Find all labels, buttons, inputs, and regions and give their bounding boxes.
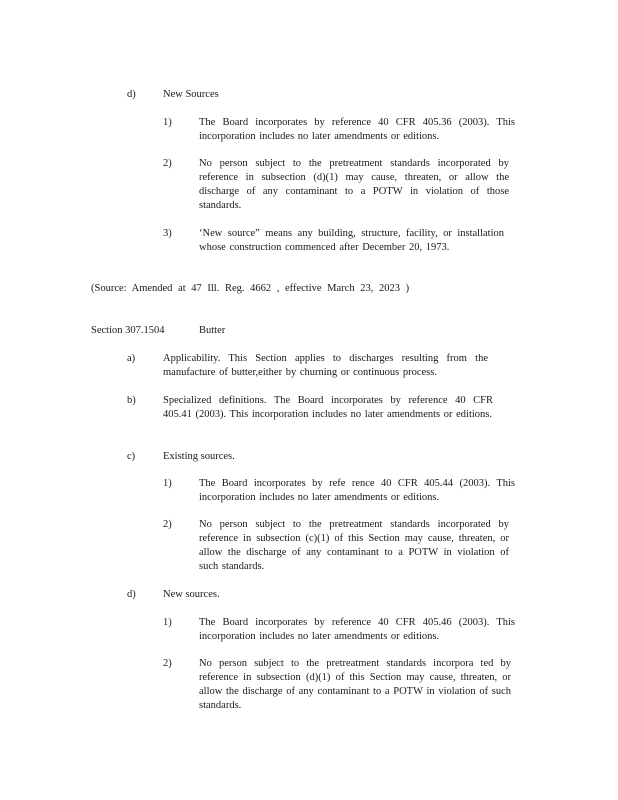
subsection-label-d: d) [127, 89, 136, 100]
section-number: Section 307.1504 [91, 325, 165, 336]
subsection-heading-existing-sources: Existing sources. [163, 451, 235, 462]
paragraph-text: The Board incorporates by reference 40 CFR 405.46 (2003). This incorporation includes no later amendments or editions. [199, 617, 515, 642]
source-note: (Source: Amended at 47 Ill. Reg. 4662 , effective March 23, 2023 ) [91, 283, 410, 294]
item-number: 2) [163, 158, 172, 169]
paragraph-text: The Board incorporates by refe rence 40 CFR 405.44 (2003). This incorporation includes no later amendments or editions. [199, 478, 515, 503]
subsection-label-b: b) [127, 395, 136, 406]
subsection-label-c: c) [127, 451, 136, 462]
item-number: 2) [163, 658, 172, 669]
item-number: 1) [163, 478, 172, 489]
definitions-paragraph: Specialized definitions. The Board incorporates by reference 40 CFR 405.41 (2003). This incorporation includes no later amendments or editions. [163, 395, 493, 420]
subsection-heading-new-sources: New Sources [163, 89, 219, 100]
paragraph-text: ‘New source” means any building, structure, facility, or installation whose construction commenced after December 20, 1973. [199, 228, 504, 253]
paragraph-text: No person subject to the pretreatment standards incorporated by reference in subsection (d)(1) may cause, threaten, or allow the discharge of any contaminant to a POTW in violation of those standards. [199, 158, 509, 211]
item-number: 1) [163, 117, 172, 128]
paragraph-text: The Board incorporates by reference 40 CFR 405.36 (2003). This incorporation includes no later amendments or editions. [199, 117, 515, 142]
paragraph-text: No person subject to the pretreatment standards incorporated by reference in subsection (c)(1) of this Section may cause, threaten, or allow the discharge of any contaminant to a POTW in violation of such standards. [199, 519, 509, 572]
subsection-heading-new-sources2: New sources. [163, 589, 220, 600]
subsection-label-d2: d) [127, 589, 136, 600]
section-title: Butter [199, 325, 226, 336]
item-number: 3) [163, 228, 172, 239]
item-number: 2) [163, 519, 172, 530]
paragraph-text: No person subject to the pretreatment standards incorpora ted by reference in subsection (d)(1) of this Section may cause, threaten, or allow the discharge of any contaminant to a POTW in violation of such standards. [199, 658, 511, 711]
item-number: 1) [163, 617, 172, 628]
subsection-label-a: a) [127, 353, 136, 364]
applicability-paragraph: Applicability. This Section applies to discharges resulting from the manufacture of butter,either by churning or continuous process. [163, 353, 488, 378]
